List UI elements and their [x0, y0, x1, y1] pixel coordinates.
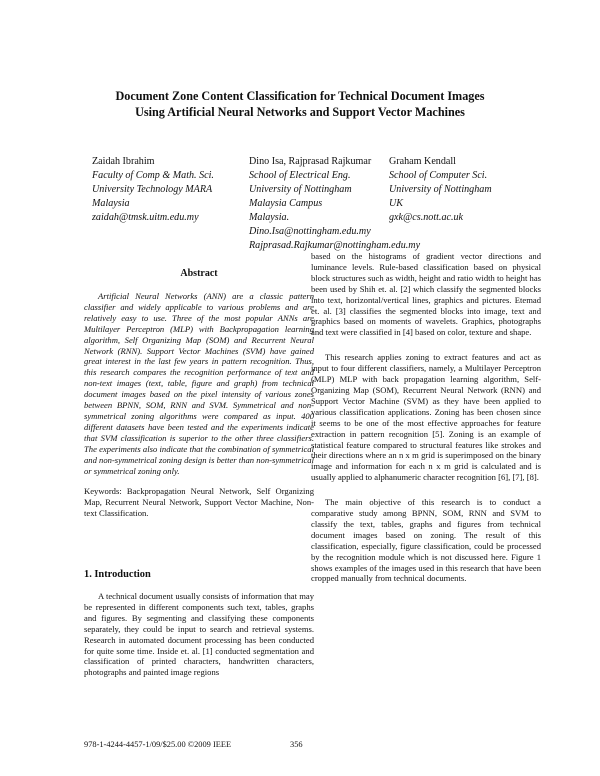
right-paragraph-3: The main objective of this research is to conduct a comparative study among BPNN, SOM, RNN and SVM to classify the text, tables, graphs and figures from technical document images based on zoning. The result of this classification, especially, figure classification, could be processed by the recognition module which is not discussed here. Figure 1 shows examples of the images used in this research that have been cropped manually from technical documents.: [311, 497, 541, 584]
author-name: Graham Kendall: [389, 156, 456, 167]
author-affiliation: Malaysia Campus: [249, 198, 323, 209]
author-name: Dino Isa, Rajprasad Rajkumar: [249, 156, 372, 167]
author-affiliation: Malaysia.: [249, 212, 290, 223]
author-affiliation: University of Nottingham: [249, 184, 352, 195]
introduction-section: [84, 591, 314, 678]
keywords-label: Keywords:: [84, 486, 122, 497]
author-affiliation: School of Computer Sci.: [389, 170, 488, 181]
author-affiliation: School of Electrical Eng.: [249, 170, 351, 181]
author-email: gxk@cs.nott.ac.uk: [389, 212, 464, 223]
author-block-3: [389, 155, 492, 225]
author-name: Zaidah Ibrahim: [92, 156, 155, 167]
title-line-1: Document Zone Content Classification for Technical Document Images: [115, 89, 485, 103]
author-affiliation: University of Nottingham: [389, 184, 492, 195]
author-affiliation: University Technology MARA: [92, 184, 213, 195]
author-email: zaidah@tmsk.uitm.edu.my: [92, 212, 199, 223]
author-affiliation: Malaysia: [92, 198, 130, 209]
author-email: Rajprasad.Rajkumar@nottingham.edu.my: [249, 240, 421, 251]
right-column: [311, 251, 541, 584]
abstract-section: [84, 291, 314, 519]
abstract-text: Artificial Neural Networks (ANN) are a classic pattern classifier and widely applicable to various problems and are relatively easy to use. Three of the most popular ANNs are Multilayer Perceptron (MLP) with Backpropagation learning algorithm, Self Organizing Map (SOM) and Recurrent Neural Network (RNN). Support Vector Machines (SVM) have gained great interest in the last few years in pattern recognition. Thus, this research compares the recognition performance of text and non-text images (text, table, figure and graph) from technical document images based on the pixel intensity of various zones between BPNN, SOM, RNN and SVM. Symmetrical and non-symmetrical zoning algorithms were compared as input. 400 different datasets have been tested and the experiments indicate that SVM classification is superior to the other three classifiers. The experiments also indicate that the combination of symmetrical and non-symmetrical zoning design is better than non-symmetrical or symmetrical zoning only.: [84, 291, 314, 476]
author-email: Dino.Isa@nottingham.edu.my: [249, 226, 371, 237]
footer-isbn: 978-1-4244-4457-1/09/$25.00 ©2009 IEEE: [84, 740, 232, 749]
intro-paragraph-1: A technical document usually consists of information that may be represented in different components such text, tables, graphs and figures. By segmenting and classifying these components separately, they could be input to search and retrieval systems. Research in automated document processing has been conducted for quite some time. Inside et. al. [1] conducted segmentation and classification of printed characters, handwritten characters, photographs and painted image regions: [84, 591, 314, 678]
paper-title: [60, 88, 540, 120]
title-line-2: Using Artificial Neural Networks and Support Vector Machines: [135, 105, 465, 119]
section-heading-introduction: 1. Introduction: [84, 569, 151, 580]
abstract-heading: Abstract: [180, 268, 218, 279]
author-block-1: [92, 155, 214, 225]
author-affiliation: UK: [389, 198, 404, 209]
keywords: [84, 486, 314, 519]
right-paragraph-2: This research applies zoning to extract features and act as input to four different classifiers, namely, a Multilayer Perceptron (MLP) MLP with back propagation learning algorithm, Self-Organizing Map (SOM), Recurrent Neural Network (RNN) and Support Vector Machine (SVM) as they have been applied to various classification applications. Zoning has been chosen since it seems to be one of the most effective approaches for feature extraction in pattern recognition [5]. Zoning is an example of statistical feature compared to structural features like strokes and their directions where an n x m grid is superimposed on the binary image and information for each n x m grid is calculated and is usually applied to alphanumeric character recognition [6], [7], [8].: [311, 352, 541, 483]
page-number: 356: [290, 740, 303, 749]
right-paragraph-1: based on the histograms of gradient vector directions and luminance levels. Rule-based classification based on physical block structures such as width, height and ratio width to height has been used by Shih et. al. [2] which classify the segmented blocks into text, horizontal/vertical lines, graphics and pictures. Etemad et. al. [3] classifies the segmented blocks into image, text and graphics based on moments of wavelets. Graphics, photographs and text were classified in [4] based on color, texture and shape.: [311, 251, 541, 338]
author-affiliation: Faculty of Comp & Math. Sci.: [92, 170, 214, 181]
keywords-text: Backpropagation Neural Network, Self Organizing Map, Recurrent Neural Network, Support Vector Machine, Non-text Classification.: [84, 486, 314, 519]
